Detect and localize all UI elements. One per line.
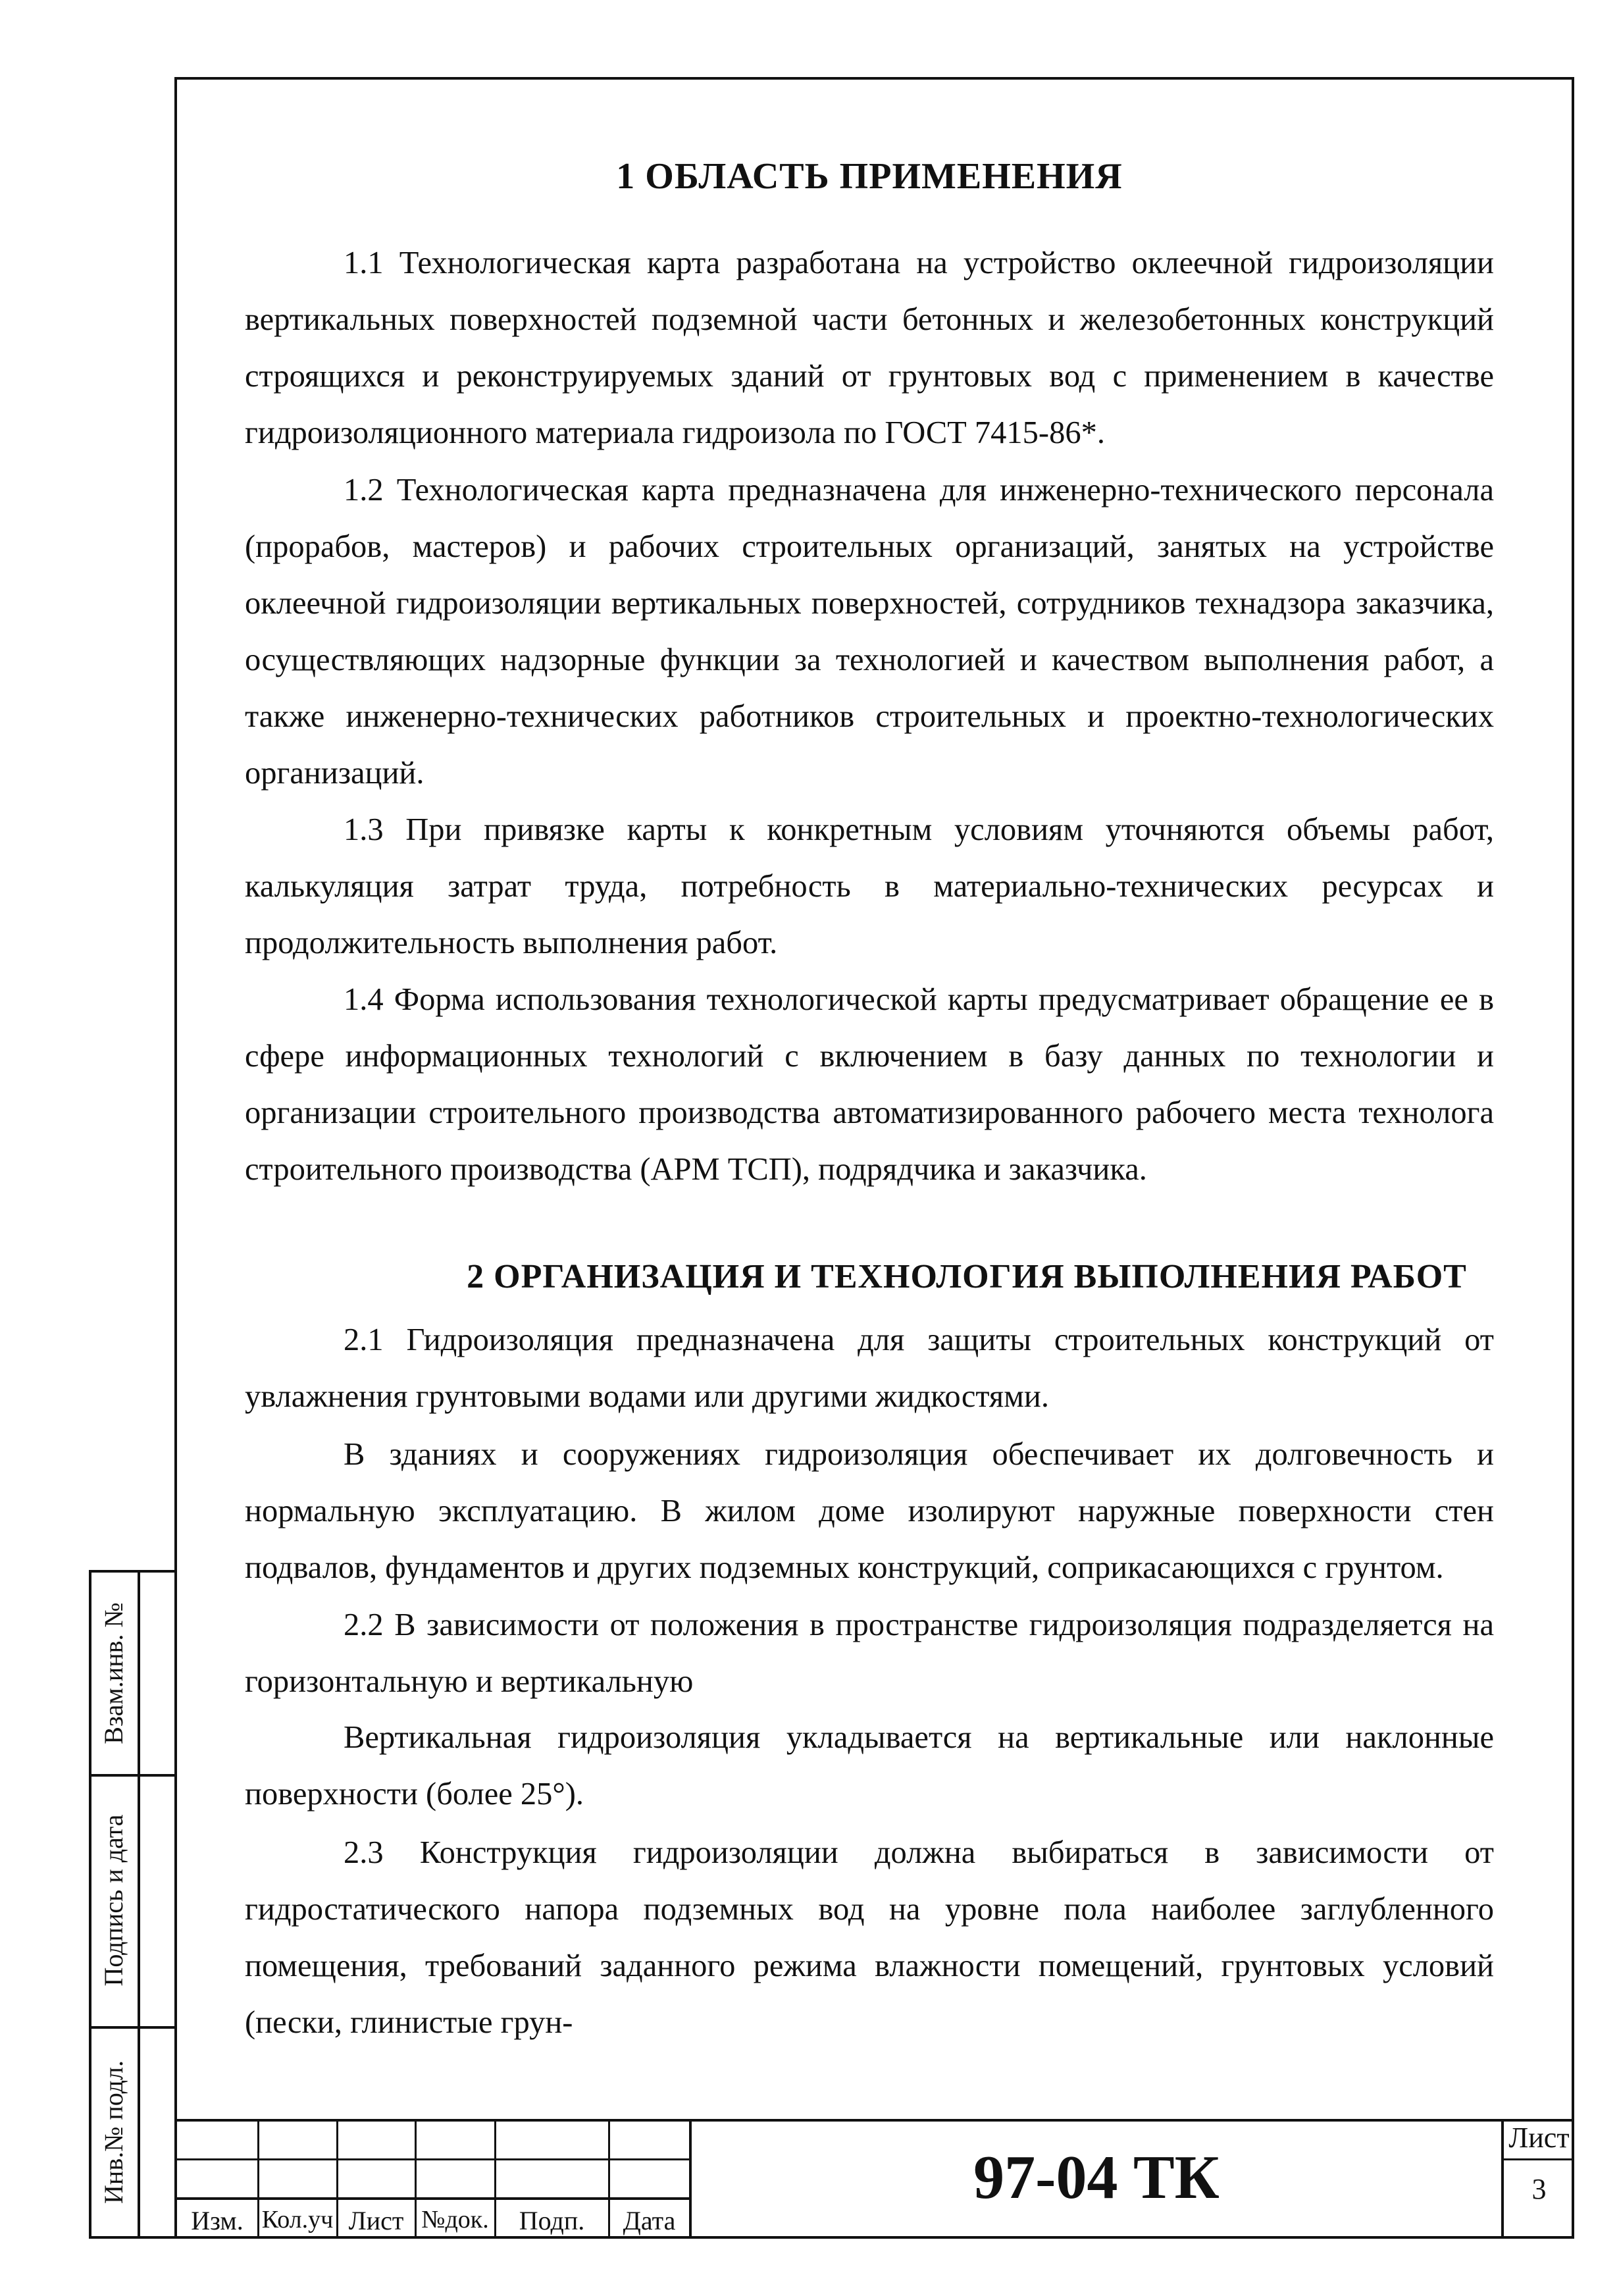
col-label-sheet: Лист [348, 2206, 404, 2235]
revision-row-line [174, 2197, 691, 2200]
sheet-label: Лист [1508, 2122, 1570, 2154]
sheet-number: 3 [1531, 2173, 1547, 2205]
side-stamp-original-inv: Инв.№ подл. [99, 2060, 128, 2204]
paragraph-2-1: 2.1 Гидроизоляция предназначена для защиты строительных конструкций от увлажнения грунтовыми водами или другими жидкостями. [245, 1322, 1494, 1414]
side-stamp [89, 1570, 177, 2239]
paragraph-1-3: 1.3 При привязке карты к конкретным условиям уточняются объемы работ, калькуляция затрат труда, потребность в материально-технических ресурсах и продолжительность выполнения работ. [245, 812, 1494, 960]
paragraph-1-1: 1.1 Технологическая карта разработана на устройство оклеечной гидроизоляции вертикальных поверхностей подземной части бетонных и железобетонных конструкций строящихся и реконструируемых зданий от грунтовых вод с применением в качестве гидроизоляционного материала гидроизола по ГОСТ 7415-86*. [245, 246, 1494, 450]
section-1-title: 1 ОБЛАСТЬ ПРИМЕНЕНИЯ [616, 156, 1123, 197]
col-label-count: Кол.уч [261, 2206, 334, 2233]
col-label-date: Дата [623, 2206, 676, 2235]
paragraph-2-2b: Вертикальная гидроизоляция укладывается на вертикальные или наклонные поверхности (более 25°). [245, 1720, 1494, 1812]
col-label-revision: Изм. [191, 2206, 244, 2235]
paragraph-2-1b: В зданиях и сооружениях гидроизоляция обеспечивает их долговечность и нормальную эксплуатацию. В жилом доме изолируют наружные поверхности стен подвалов, фундаментов и других подземных конструкций, соприкасающихся с грунтом. [245, 1437, 1494, 1585]
side-stamp-row-line [91, 2026, 174, 2029]
paragraph-1-4: 1.4 Форма использования технологической карты предусматривает обращение ее в сфере информационных технологий с включением в базу данных по технологии и организации строительного производства автоматизированного рабочего места технолога строительного производства (АРМ ТСП), подрядчика и заказчика. [245, 982, 1494, 1187]
revision-row-line [174, 2158, 691, 2160]
paragraph-1-2: 1.2 Технологическая карта предназначена для инженерно-технического персонала (прорабов, мастеров) и рабочих строительных организаций, занятых на устройстве оклеечной гидроизоляции вертикальных поверхностей, сотрудников технадзора заказчика, осуществляющих надзорные функции за технологией и качеством выполнения работ, а также инженерно-технических работников строительных и проектно-технологических организаций. [245, 473, 1494, 791]
side-stamp-signature-date: Подпись и дата [99, 1814, 128, 1987]
title-block-top-line [174, 2119, 1574, 2122]
paragraph-2-2: 2.2 В зависимости от положения в пространстве гидроизоляция подразделяется на горизонтальную и вертикальную [245, 1607, 1494, 1699]
col-label-signature: Подп. [519, 2206, 585, 2235]
col-label-doc-number: №док. [421, 2206, 489, 2233]
section-2-title: 2 ОРГАНИЗАЦИЯ И ТЕХНОЛОГИЯ ВЫПОЛНЕНИЯ РАБОТ [467, 1258, 1467, 1295]
side-stamp-row-line [91, 1774, 174, 1777]
document-code: 97-04 ТК [973, 2143, 1220, 2212]
side-stamp-replacement-inv: Взам.инв. № [99, 1602, 128, 1744]
side-stamp-divider [138, 1573, 140, 2236]
sheet-box-line [1501, 2158, 1574, 2160]
paragraph-2-3: 2.3 Конструкция гидроизоляции должна выбираться в зависимости от гидростатического напора подземных вод на уровне пола наиболее заглубленного помещения, требований заданного режима влажности помещений, грунтовых условий (пески, глинистые грун- [245, 1835, 1494, 2040]
